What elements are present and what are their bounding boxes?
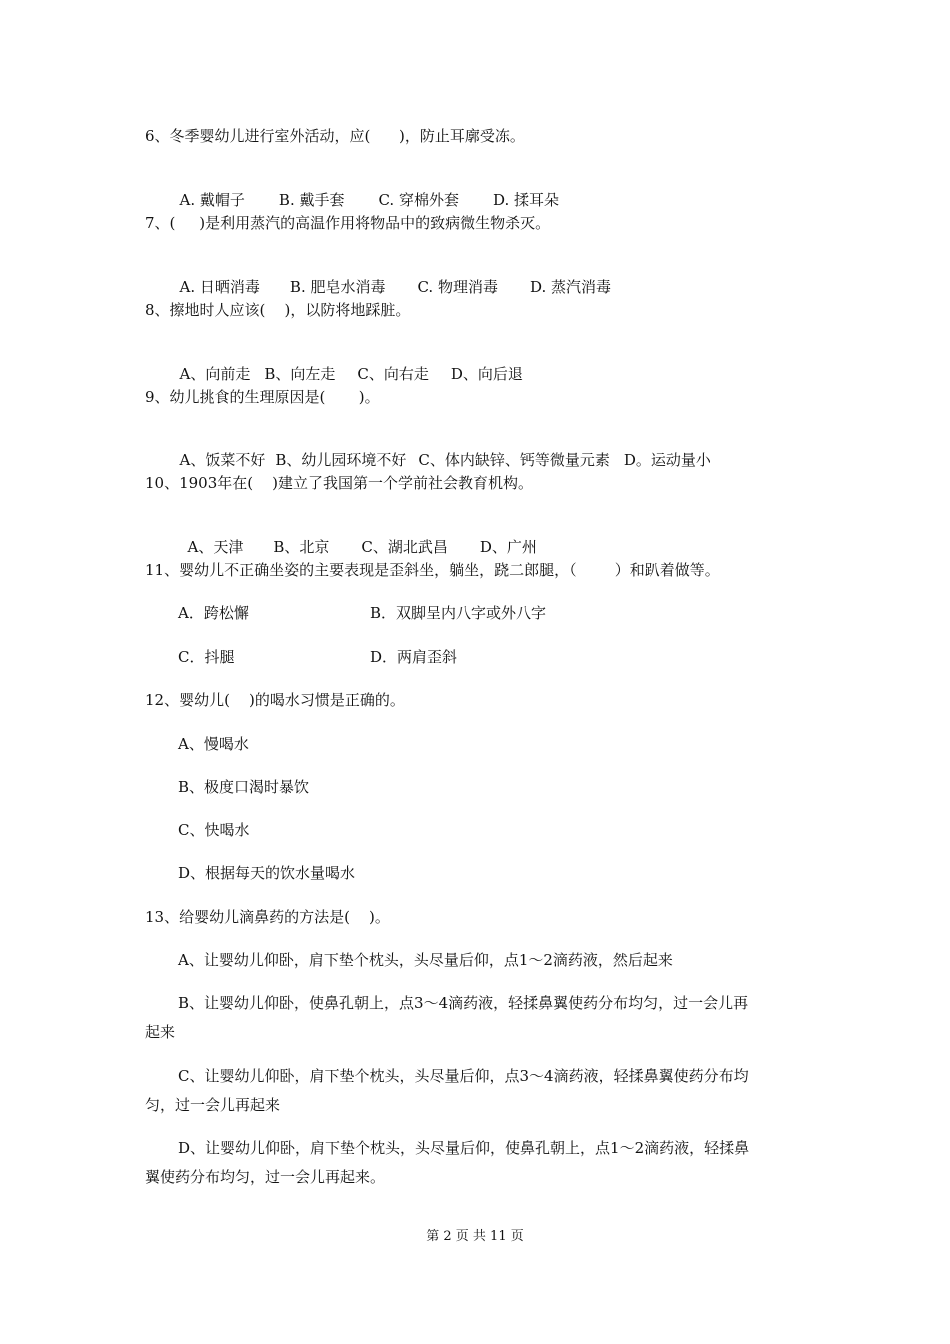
question-8-option-c: C、向右走 xyxy=(357,365,429,383)
question-9-option-b: B、幼儿园环境不好 xyxy=(275,451,407,469)
question-8-option-b: B、向左走 xyxy=(264,365,336,383)
question-7-option-c: C. 物理消毒 xyxy=(417,278,498,296)
question-12-option-a: A、慢喝水 xyxy=(178,735,249,753)
question-10-option-d: D、广州 xyxy=(479,538,537,556)
question-13-option-a: A、让婴幼儿仰卧，肩下垫个枕头，头尽量后仰，点1～2滴药液，然后起来 xyxy=(178,951,673,969)
question-13-option-c-line2: 匀，过一会儿再起来 xyxy=(145,1096,281,1114)
question-13-option-b-line2: 起来 xyxy=(145,1023,176,1041)
question-6-options xyxy=(170,170,559,210)
question-8-options xyxy=(170,344,523,384)
question-13-option-d-line1: D、让婴幼儿仰卧，肩下垫个枕头，头尽量后仰，使鼻孔朝上，点1～2滴药液，轻揉鼻 xyxy=(178,1139,750,1157)
question-12-option-b: B、极度口渴时暴饮 xyxy=(178,778,310,796)
question-9-stem: 9、幼儿挑食的生理原因是( )。 xyxy=(145,388,380,406)
question-11-option-d: D．两肩歪斜 xyxy=(370,648,458,666)
question-13-option-d-line2: 翼使药分布均匀，过一会儿再起来。 xyxy=(145,1168,386,1186)
question-8-stem: 8、擦地时人应该( )，以防将地踩脏。 xyxy=(145,301,411,319)
question-10-stem: 10、1903年在( )建立了我国第一个学前社会教育机构。 xyxy=(145,474,534,492)
question-7-option-a: A. 日晒消毒 xyxy=(179,278,260,296)
question-8-option-d: D、向后退 xyxy=(450,365,523,383)
question-11-option-c: C．抖腿 xyxy=(178,648,235,666)
question-8-option-a: A、向前走 xyxy=(179,365,251,383)
page-number-footer: 第 2 页 共 11 页 xyxy=(426,1229,524,1244)
question-11-option-b: B．双脚呈内八字或外八字 xyxy=(370,604,547,622)
question-10-options xyxy=(178,517,537,557)
question-13-option-c-line1: C、让婴幼儿仰卧，肩下垫个枕头，头尽量后仰，点3～4滴药液，轻揉鼻翼使药分布均 xyxy=(178,1067,749,1085)
question-6-option-b: B. 戴手套 xyxy=(278,191,345,209)
question-12-option-c: C、快喝水 xyxy=(178,821,250,839)
question-13-stem: 13、给婴幼儿滴鼻药的方法是( )。 xyxy=(145,908,390,926)
question-12-stem: 12、婴幼儿( )的喝水习惯是正确的。 xyxy=(145,691,405,709)
question-9-option-c: C、体内缺锌、钙等微量元素 xyxy=(418,451,610,469)
question-7-options xyxy=(170,257,611,297)
question-13-option-b-line1: B、让婴幼儿仰卧，使鼻孔朝上，点3～4滴药液，轻揉鼻翼使药分布均匀，过一会儿再 xyxy=(178,994,749,1012)
question-9-options xyxy=(170,430,711,470)
question-6-option-a: A. 戴帽子 xyxy=(179,191,245,209)
question-7-option-b: B. 肥皂水消毒 xyxy=(289,278,386,296)
question-7-option-d: D. 蒸汽消毒 xyxy=(529,278,611,296)
question-10-option-c: C、湖北武昌 xyxy=(361,538,448,556)
question-6-option-c: C. 穿棉外套 xyxy=(378,191,459,209)
question-9-option-d: D。运动量小 xyxy=(623,451,711,469)
question-9-option-a: A、饭菜不好 xyxy=(179,451,266,469)
question-12-option-d: D、根据每天的饮水量喝水 xyxy=(178,864,356,882)
question-7-stem: 7、( )是利用蒸汽的高温作用将物品中的致病微生物杀灭。 xyxy=(145,214,551,232)
question-10-option-b: B、北京 xyxy=(273,538,330,556)
question-6-option-d: D. 揉耳朵 xyxy=(492,191,559,209)
question-11-stem: 11、婴幼儿不正确坐姿的主要表现是歪斜坐，躺坐，跷二郎腿，（ ）和趴着做等。 xyxy=(145,561,720,579)
question-10-option-a: A、天津 xyxy=(187,538,244,556)
question-6-stem: 6、冬季婴幼儿进行室外活动，应( )，防止耳廓受冻。 xyxy=(145,127,525,145)
question-11-option-a: A．跨松懈 xyxy=(178,604,249,622)
